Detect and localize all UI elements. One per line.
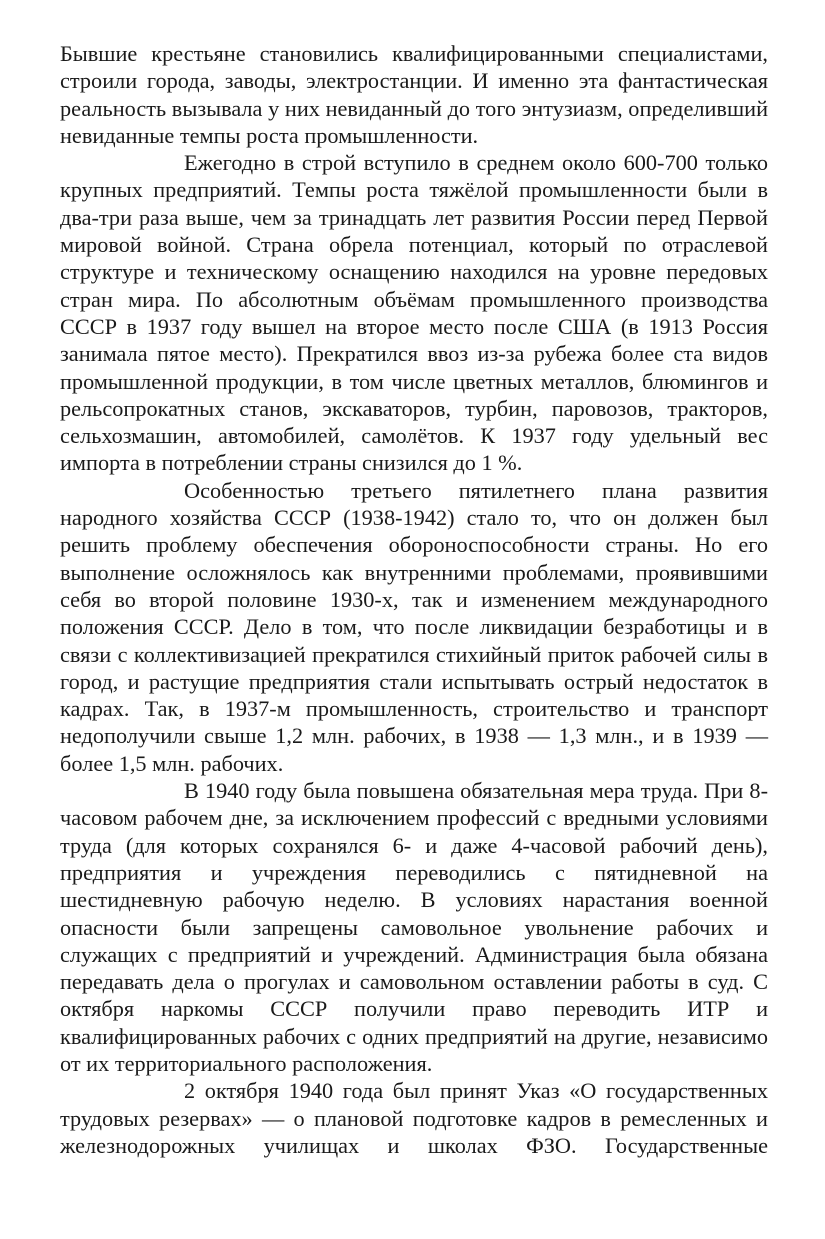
paragraph-1: Бывшие крестьяне становились квалифицированными специалистами, строили города, заводы, электростанции. И именно эта фантастическая реальность вызывала у них невиданный до того энтузиазм, определивший невиданные темпы роста промышленности. bbox=[60, 41, 768, 148]
paragraph-4: В 1940 году была повышена обязательная мера труда. При 8-часовом рабочем дне, за исключением профессий с вредными условиями труда (для которых сохранялся 6- и даже 4-часовой рабочий день), предприятия и учреждения переводились с пятидневной на шестидневную рабочую неделю. В условиях нарастания военной опасности были запрещены самовольное увольнение рабочих и служащих с предприятий и учреждений. Администрация была обязана передавать дела о прогулах и самовольном оставлении работы в суд. С октября наркомы СССР получили право переводить ИТР и квалифицированных рабочих с одних предприятий на другие, независимо от их территориального расположения. bbox=[60, 778, 768, 1076]
paragraph-5: 2 октября 1940 года был принят Указ «О государственных трудовых резервах» — о плановой подготовке кадров в ремесленных и железнодорожных училищах и школах ФЗО. Государственные bbox=[60, 1078, 768, 1158]
document-page bbox=[60, 40, 768, 1159]
paragraph-2: Ежегодно в строй вступило в среднем около 600-700 только крупных предприятий. Темпы роста тяжёлой промышленности были в два-три раза выше, чем за тринадцать лет развития России перед Первой мировой войной. Страна обрела потенциал, который по отраслевой структуре и техническому оснащению находился на уровне передовых стран мира. По абсолютным объёмам промышленного производства СССР в 1937 году вышел на второе место после США (в 1913 Россия занимала пятое место). Прекратился ввоз из-за рубежа более ста видов промышленной продукции, в том числе цветных металлов, блюмингов и рельсопрокатных станов, экскаваторов, турбин, паровозов, тракторов, сельхозмашин, автомобилей, самолётов. К 1937 году удельный вес импорта в потреблении страны снизился до 1 %. bbox=[60, 150, 768, 476]
paragraph-3: Особенностью третьего пятилетнего плана развития народного хозяйства СССР (1938-1942) стало то, что он должен был решить проблему обеспечения обороноспособности страны. Но его выполнение осложнялось как внутренними проблемами, проявившими себя во второй половине 1930-х, так и изменением международного положения СССР. Дело в том, что после ликвидации безработицы и в связи с коллективизацией прекратился стихийный приток рабочей силы в город, и растущие предприятия стали испытывать острый недостаток в кадрах. Так, в 1937-м промышленность, строительство и транспорт недополучили свыше 1,2 млн. рабочих, в 1938 — 1,3 млн., и в 1939 — более 1,5 млн. рабочих. bbox=[60, 477, 768, 776]
